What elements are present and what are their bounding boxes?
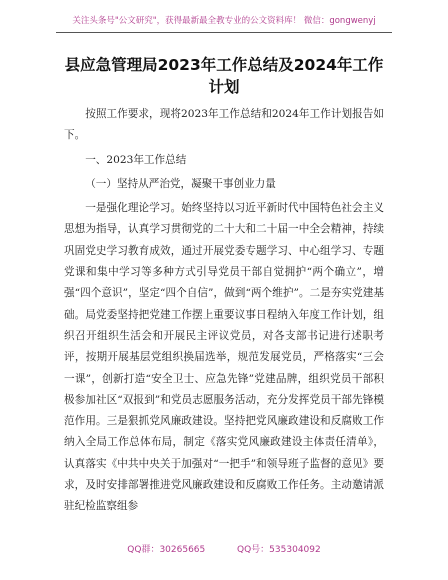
document-title-line2: 计划	[208, 78, 240, 96]
body-paragraph: 一是强化理论学习。始终坚持以习近平新时代中国特色社会主义思想为指导，认真学习贯彻党的二十大和二十届一中全会精神，持续巩固党史学习教育成效，通过开展党委专题学习、中心组学习、专题党课和集中学习等多种方式引导党员干部自觉拥护“两个确立”，增强“四个意识”，坚定“四个自信”，做到“两个维护”。二是夯实党建基础。局党委坚持把党建工作摆上重要议事日程纳入年度工作计划，组织召开组织生活会和开展民主评议党员，对各支部书记进行述职考评，按期开展基层党组织换届选举，规范发展党员，严格落实“三会一课”，创新打造“安全卫士、应急先锋”党建品牌，组织党员干部积极参加社区“双报到”和党员志愿服务活动，充分发挥党员干部先锋模范作用。三是狠抓党风廉政建设。坚持把党风廉政建设和反腐败工作纳入全局工作总体布局，制定《落实党风廉政建设主体责任清单》，认真落实《中共中央关于加强对“一把手”和领导班子监督的意见》要求，及时安排部署推进党风廉政建设和反腐败工作任务。主动邀请派驻纪检监察组参	[64, 202, 384, 513]
footer-contact	[0, 542, 448, 555]
footer-qq: QQ号：535304092	[237, 545, 321, 555]
header-banner: 关注头条号"公文研究"，获得最新最全教专业的公文资料库！ 微信：gongwenyj	[56, 10, 392, 33]
document-title	[40, 54, 408, 98]
section-heading: 一、2023年工作总结	[85, 153, 187, 166]
document-title-line1: 县应急管理局2023年工作总结及2024年工作	[64, 56, 384, 74]
footer-qq-group: QQ群：30265665	[127, 545, 206, 555]
intro-paragraph: 按照工作要求，现将2023年工作总结和2024年工作计划报告如下。	[64, 108, 384, 142]
subsection-heading: （一）坚持从严治党，凝聚干事创业力量	[85, 177, 276, 190]
document-body	[64, 104, 384, 518]
